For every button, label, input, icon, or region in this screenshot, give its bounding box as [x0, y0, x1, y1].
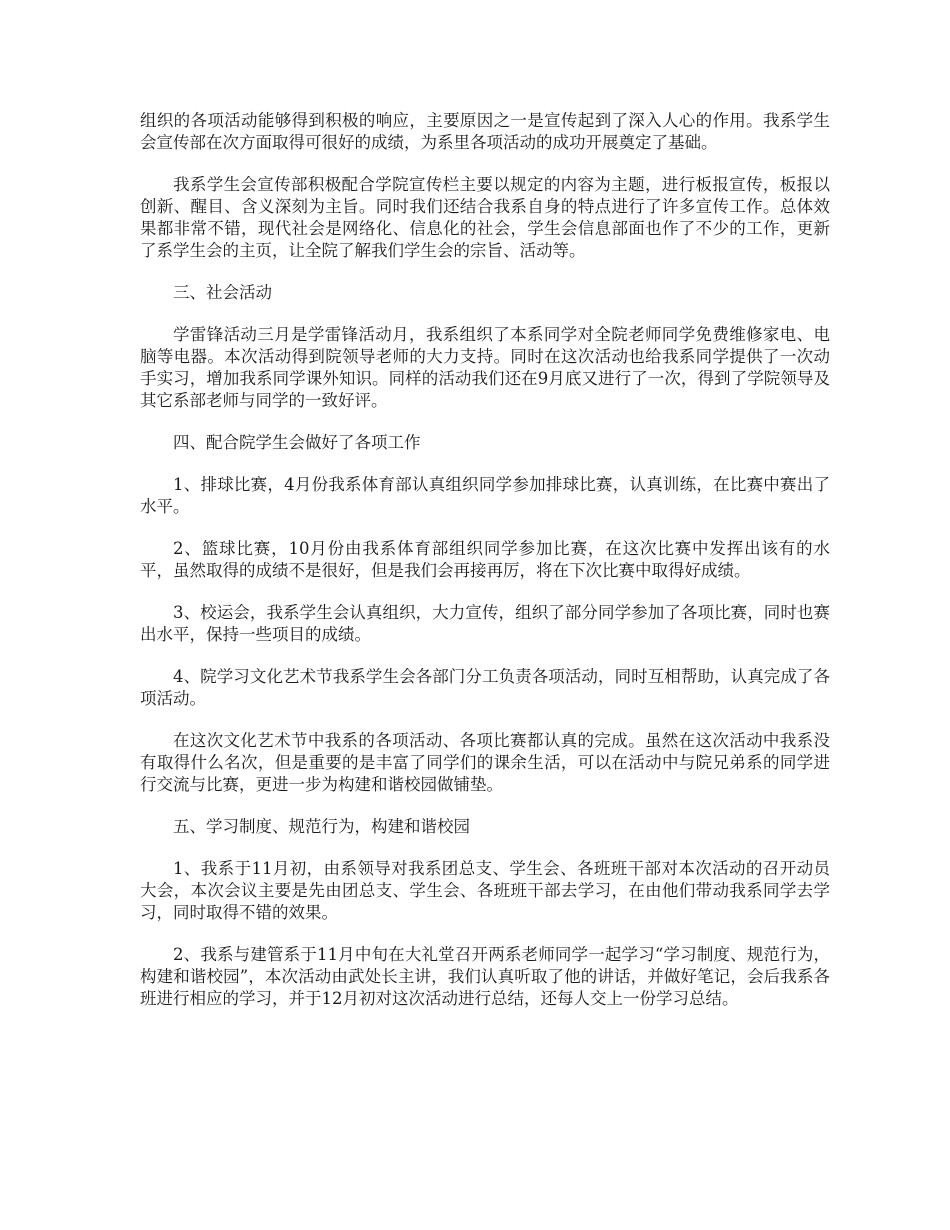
paragraph-festival-summary: 在这次文化艺术节中我系的各项活动、各项比赛都认真的完成。虽然在这次活动中我系没有取得什么名次，但是重要的是丰富了同学们的课余生活，可以在活动中与院兄弟系的同学进行交流与比赛，更进一步为构建和谐校园做铺垫。: [140, 731, 830, 794]
paragraph-publicity-intro: 组织的各项活动能够得到积极的响应，主要原因之一是宣传起到了深入人心的作用。我系学生会宣传部在次方面取得可很好的成绩，为系里各项活动的成功开展奠定了基础。: [140, 111, 830, 152]
paragraph-basketball: 2、篮球比赛，10月份由我系体育部组织同学参加比赛，在这次比赛中发挥出该有的水平，虽然取得的成绩不是很好，但是我们会再接再厉，将在下次比赛中取得好成绩。: [140, 539, 830, 580]
paragraph-volleyball: 1、排球比赛，4月份我系体育部认真组织同学参加排球比赛，认真训练，在比赛中赛出了水平。: [140, 475, 830, 516]
paragraph-sports-meet: 3、校运会，我系学生会认真组织，大力宣传，组织了部分同学参加了各项比赛，同时也赛出水平，保持一些项目的成绩。: [140, 603, 830, 644]
paragraph-joint-study: 2、我系与建管系于11月中旬在大礼堂召开两系老师同学一起学习“学习制度、规范行为，构建和谐校园”，本次活动由武处长主讲，我们认真听取了他的讲话，并做好笔记，会后我系各班进行相应的学习，并于12月初对这次活动进行总结，还每人交上一份学习总结。: [140, 945, 830, 1008]
paragraph-mobilization-meeting: 1、我系于11月初，由系领导对我系团总支、学生会、各班班干部对本次活动的召开动员大会，本次会议主要是先由团总支、学生会、各班班干部去学习，在由他们带动我系同学去学习，同时取得不错的效果。: [140, 859, 830, 922]
paragraph-lei-feng-activity: 学雷锋活动三月是学雷锋活动月，我系组织了本系同学对全院老师同学免费维修家电、电脑等电器。本次活动得到院领导老师的大力支持。同时在这次活动也给我系同学提供了一次动手实习，增加我系同学课外知识。同样的活动我们还在9月底又进行了一次，得到了学院领导及其它系部老师与同学的一致好评。: [140, 325, 830, 410]
section-heading-cooperation: 四、配合院学生会做好了各项工作: [173, 433, 421, 452]
section-heading-harmonious-campus: 五、学习制度、规范行为，构建和谐校园: [173, 817, 470, 836]
section-heading-social-activities: 三、社会活动: [173, 283, 272, 302]
document-body: [140, 110, 830, 1030]
paragraph-publicity-work: 我系学生会宣传部积极配合学院宣传栏主要以规定的内容为主题，进行板报宣传，板报以创新、醒目、含义深刻为主旨。同时我们还结合我系自身的特点进行了许多宣传工作。总体效果都非常不错，现代社会是网络化、信息化的社会，学生会信息部面也作了不少的工作，更新了系学生会的主页，让全院了解我们学生会的宗旨、活动等。: [140, 175, 830, 260]
paragraph-culture-festival: 4、院学习文化艺术节我系学生会各部门分工负责各项活动，同时互相帮助，认真完成了各项活动。: [140, 667, 830, 708]
